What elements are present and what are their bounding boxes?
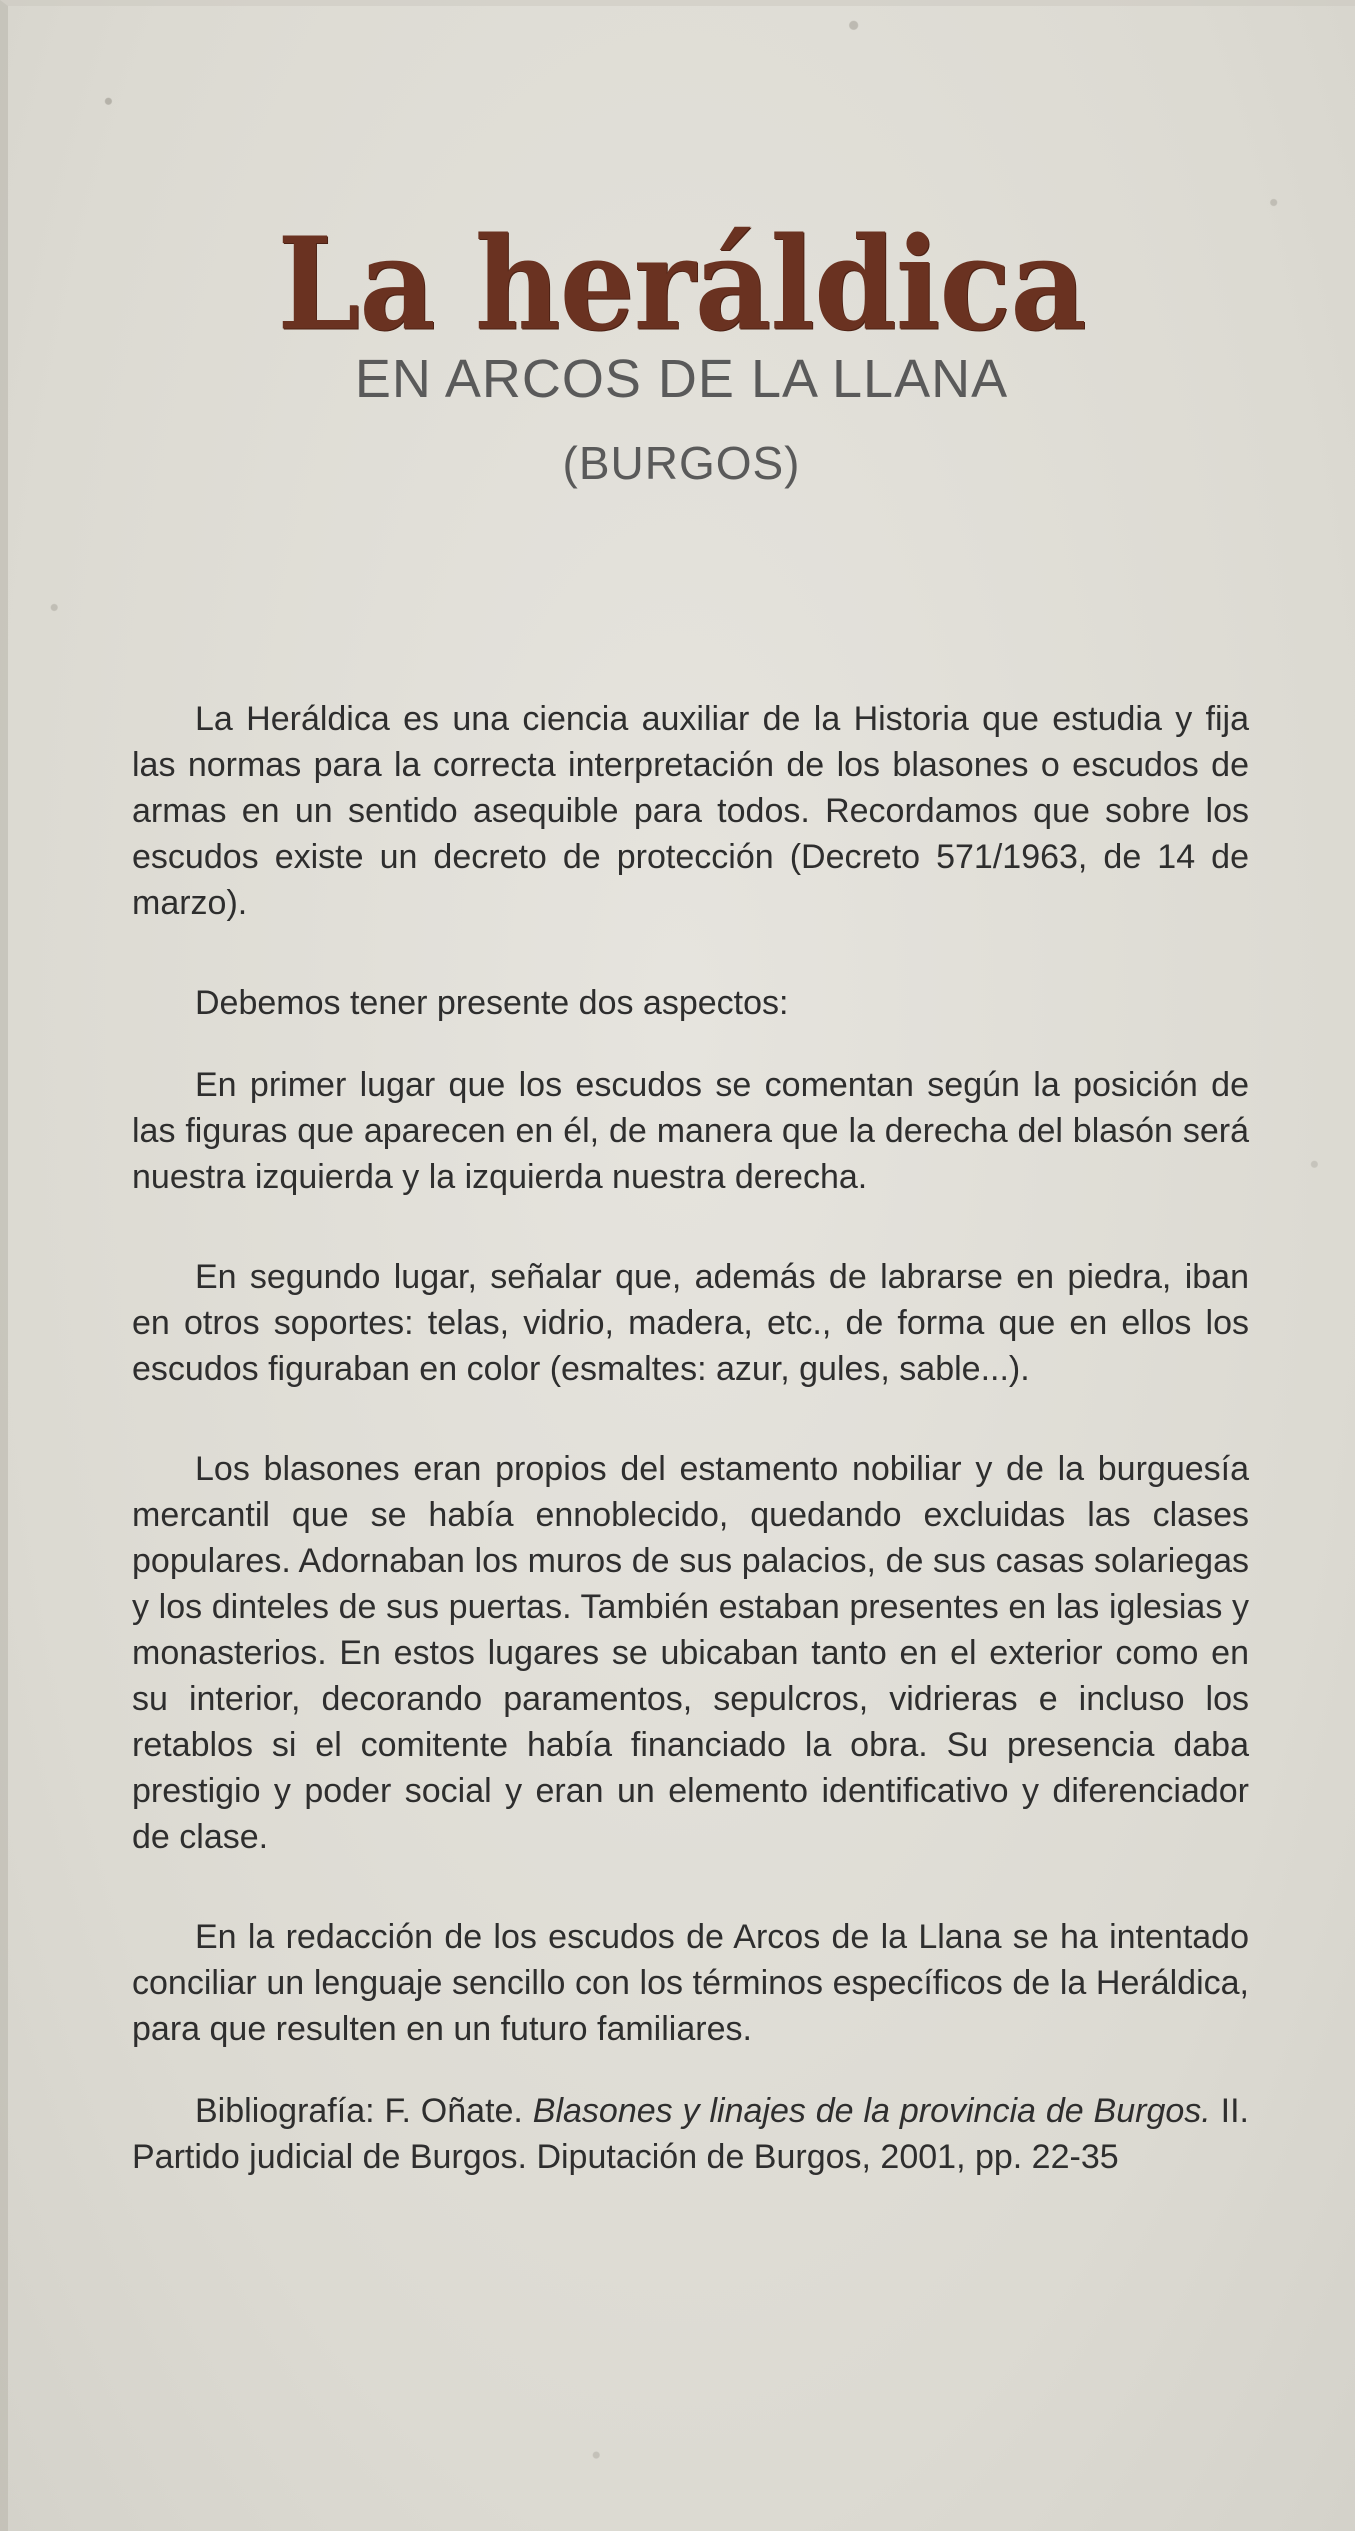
bibliography-book-title: Blasones y linajes de la provincia de Burgos. — [532, 2092, 1211, 2130]
paragraph-blasons: Los blasones eran propios del estamento nobiliar y de la burguesía mercantil que se había ennoblecido, quedando excluidas las clases populares. Adornaban los muros de sus palacios, de sus casas solariegas y los dinteles de sus puertas. También estaban presentes en las iglesias y monasterios. En estos lugares se ubicaban tanto en el exterior como en su interior, decorando paramentos, sepulcros, vidrieras e incluso los retablos si el comitente había financiado la obra. Su presencia daba prestigio y poder social y eran un elemento identificativo y diferenciador de clase. — [132, 1450, 1249, 1856]
bibliography-prefix: Bibliografía: F. Oñate. — [195, 2092, 533, 2130]
paragraph-redaction: En la redacción de los escudos de Arcos de la Llana se ha intentado conciliar un lenguaje sencillo con los términos específicos de la Heráldica, para que resulten en un futuro familiares. — [132, 1918, 1249, 2048]
paragraph-aspects: Debemos tener presente dos aspectos: — [195, 984, 789, 1022]
paragraph-second-aspect: En segundo lugar, señalar que, además de labrarse en piedra, iban en otros soportes: telas, vidrio, madera, etc., de forma que en ellos los escudos figuraban en color (esmaltes: azur, gules, sable...). — [132, 1258, 1249, 1388]
paragraph-first-aspect: En primer lugar que los escudos se comentan según la posición de las figuras que aparecen en él, de manera que la derecha del blasón será nuestra izquierda y la izquierda nuestra derecha. — [132, 1066, 1249, 1196]
body-text — [132, 696, 1249, 2234]
page-title: La heráldica — [277, 208, 1086, 359]
location-label: (BURGOS) — [562, 437, 801, 489]
bibliography — [132, 2088, 1249, 2180]
bibliography-rest: II. Partido judicial de Burgos. Diputación de Burgos, 2001, pp. 22-35 — [132, 2092, 1249, 2176]
page-subtitle: EN ARCOS DE LA LLANA — [354, 349, 1009, 409]
paragraph-intro: La Heráldica es una ciencia auxiliar de la Historia que estudia y fija las normas para la correcta interpretación de los blasones o escudos de armas en un sentido asequible para todos. Recordamos que sobre los escudos existe un decreto de protección (Decreto 571/1963, de 14 de marzo). — [132, 700, 1249, 922]
